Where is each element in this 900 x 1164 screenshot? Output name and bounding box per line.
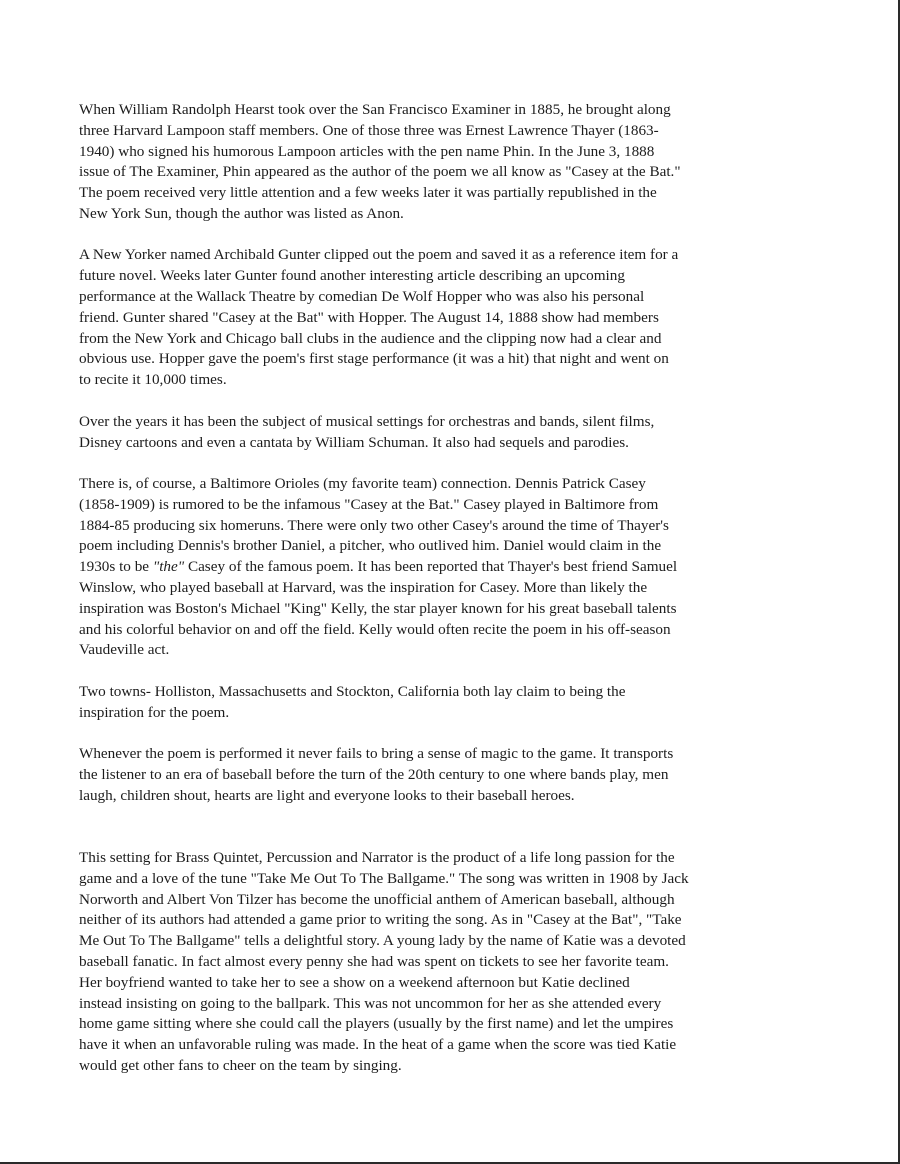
text-line: 1940) who signed his humorous Lampoon articles with the pen name Phin. In the June 3, 1888 — [79, 142, 655, 160]
paragraph-hearst-examiner — [79, 100, 819, 225]
text-line: Winslow, who played baseball at Harvard, was the inspiration for Casey. More than likely the — [79, 579, 648, 596]
text-line: issue of The Examiner, Phin appeared as the author of the poem we all know as "Casey at the Bat." — [79, 163, 681, 181]
paragraph-musical-settings — [79, 412, 819, 454]
paragraph-baltimore-connection — [79, 474, 819, 661]
text-line: There is, of course, a Baltimore Orioles (my favorite team) connection. Dennis Patrick Casey — [79, 475, 646, 493]
text-line: would get other fans to cheer on the team by singing. — [79, 1057, 402, 1075]
text-line: instead insisting on going to the ballpark. This was not uncommon for her as she attended every — [79, 994, 662, 1012]
text-line: the listener to an era of baseball before the turn of the 20th century to one where bands play, men — [79, 765, 669, 783]
text-line: to recite it 10,000 times. — [79, 371, 227, 389]
text-line: A New Yorker named Archibald Gunter clipped out the poem and saved it as a reference item for a — [79, 246, 679, 264]
text-line: game and a love of the tune "Take Me Out To The Ballgame." The song was written in 1908 by Jack — [79, 869, 689, 887]
text-line: inspiration was Boston's Michael "King" Kelly, the star player known for his great baseball talents — [79, 599, 677, 617]
paragraph-two-towns — [79, 682, 819, 724]
text-line: The poem received very little attention and a few weeks later it was partially republished in the — [79, 184, 657, 202]
text-line: home game sitting where she could call the players (usually by the first name) and let the umpires — [79, 1015, 674, 1033]
emphasis-the: "the" — [152, 558, 185, 576]
text-line: neither of its authors had attended a game prior to writing the song. As in "Casey at the Bat", "Take — [79, 911, 682, 929]
text-line: (1858-1909) is rumored to be the infamous "Casey at the Bat." Casey played in Baltimore from — [79, 495, 659, 513]
text-line: friend. Gunter shared "Casey at the Bat" with Hopper. The August 14, 1888 show had members — [79, 308, 659, 326]
text-line: This setting for Brass Quintet, Percussion and Narrator is the product of a life long passion for the — [79, 849, 675, 867]
text-line: When William Randolph Hearst took over the San Francisco Examiner in 1885, he brought along — [79, 101, 671, 118]
text-line: Disney cartoons and even a cantata by William Schuman. It also had sequels and parodies. — [79, 433, 629, 451]
text-line: three Harvard Lampoon staff members. One of those three was Ernest Lawrence Thayer (1863- — [79, 121, 659, 139]
text-line: poem including Dennis's brother Daniel, a pitcher, who outlived him. Daniel would claim in the — [79, 537, 662, 555]
paragraph-brass-quintet-setting — [79, 848, 819, 1077]
text-line: Two towns- Holliston, Massachusetts and Stockton, California both lay claim to being the — [79, 682, 626, 700]
text-line: laugh, children shout, hearts are light and everyone looks to their baseball heroes. — [79, 786, 575, 804]
text-line-with-emphasis — [79, 557, 819, 578]
text-line: Norworth and Albert Von Tilzer has become the unofficial anthem of American baseball, although — [79, 890, 675, 908]
text-line: Vaudeville act. — [79, 641, 170, 659]
document-page — [79, 100, 819, 1077]
text-line: baseball fanatic. In fact almost every penny she had was spent on tickets to see her favorite team. — [79, 953, 669, 971]
text-line: have it when an unfavorable ruling was made. In the heat of a game when the score was tied Katie — [79, 1036, 677, 1054]
text-line: 1884-85 producing six homeruns. There were only two other Casey's around the time of Thayer's — [79, 516, 669, 534]
text-line: from the New York and Chicago ball clubs in the audience and the clipping now had a clear and — [79, 329, 662, 347]
text-line: Whenever the poem is performed it never fails to bring a sense of magic to the game. It transports — [79, 745, 674, 763]
text-line: Over the years it has been the subject of musical settings for orchestras and bands, silent films, — [79, 412, 655, 430]
paragraph-magic-of-game — [79, 744, 819, 806]
text-line: New York Sun, though the author was listed as Anon. — [79, 204, 404, 222]
text-line: future novel. Weeks later Gunter found another interesting article describing an upcoming — [79, 267, 625, 285]
text-line: and his colorful behavior on and off the field. Kelly would often recite the poem in his off-season — [79, 620, 671, 638]
text-fragment: Casey of the famous poem. It has been reported that Thayer's best friend Samuel — [184, 558, 678, 576]
text-line: obvious use. Hopper gave the poem's first stage performance (it was a hit) that night and went on — [79, 350, 669, 368]
text-line: performance at the Wallack Theatre by comedian De Wolf Hopper who was also his personal — [79, 288, 645, 306]
text-line: Me Out To The Ballgame" tells a delightful story. A young lady by the name of Katie was a devoted — [79, 932, 686, 950]
paragraph-gunter-hopper — [79, 245, 819, 391]
text-fragment: 1930s to be — [79, 558, 153, 576]
text-line: Her boyfriend wanted to take her to see a show on a weekend afternoon but Katie declined — [79, 973, 630, 991]
text-line: inspiration for the poem. — [79, 703, 230, 721]
